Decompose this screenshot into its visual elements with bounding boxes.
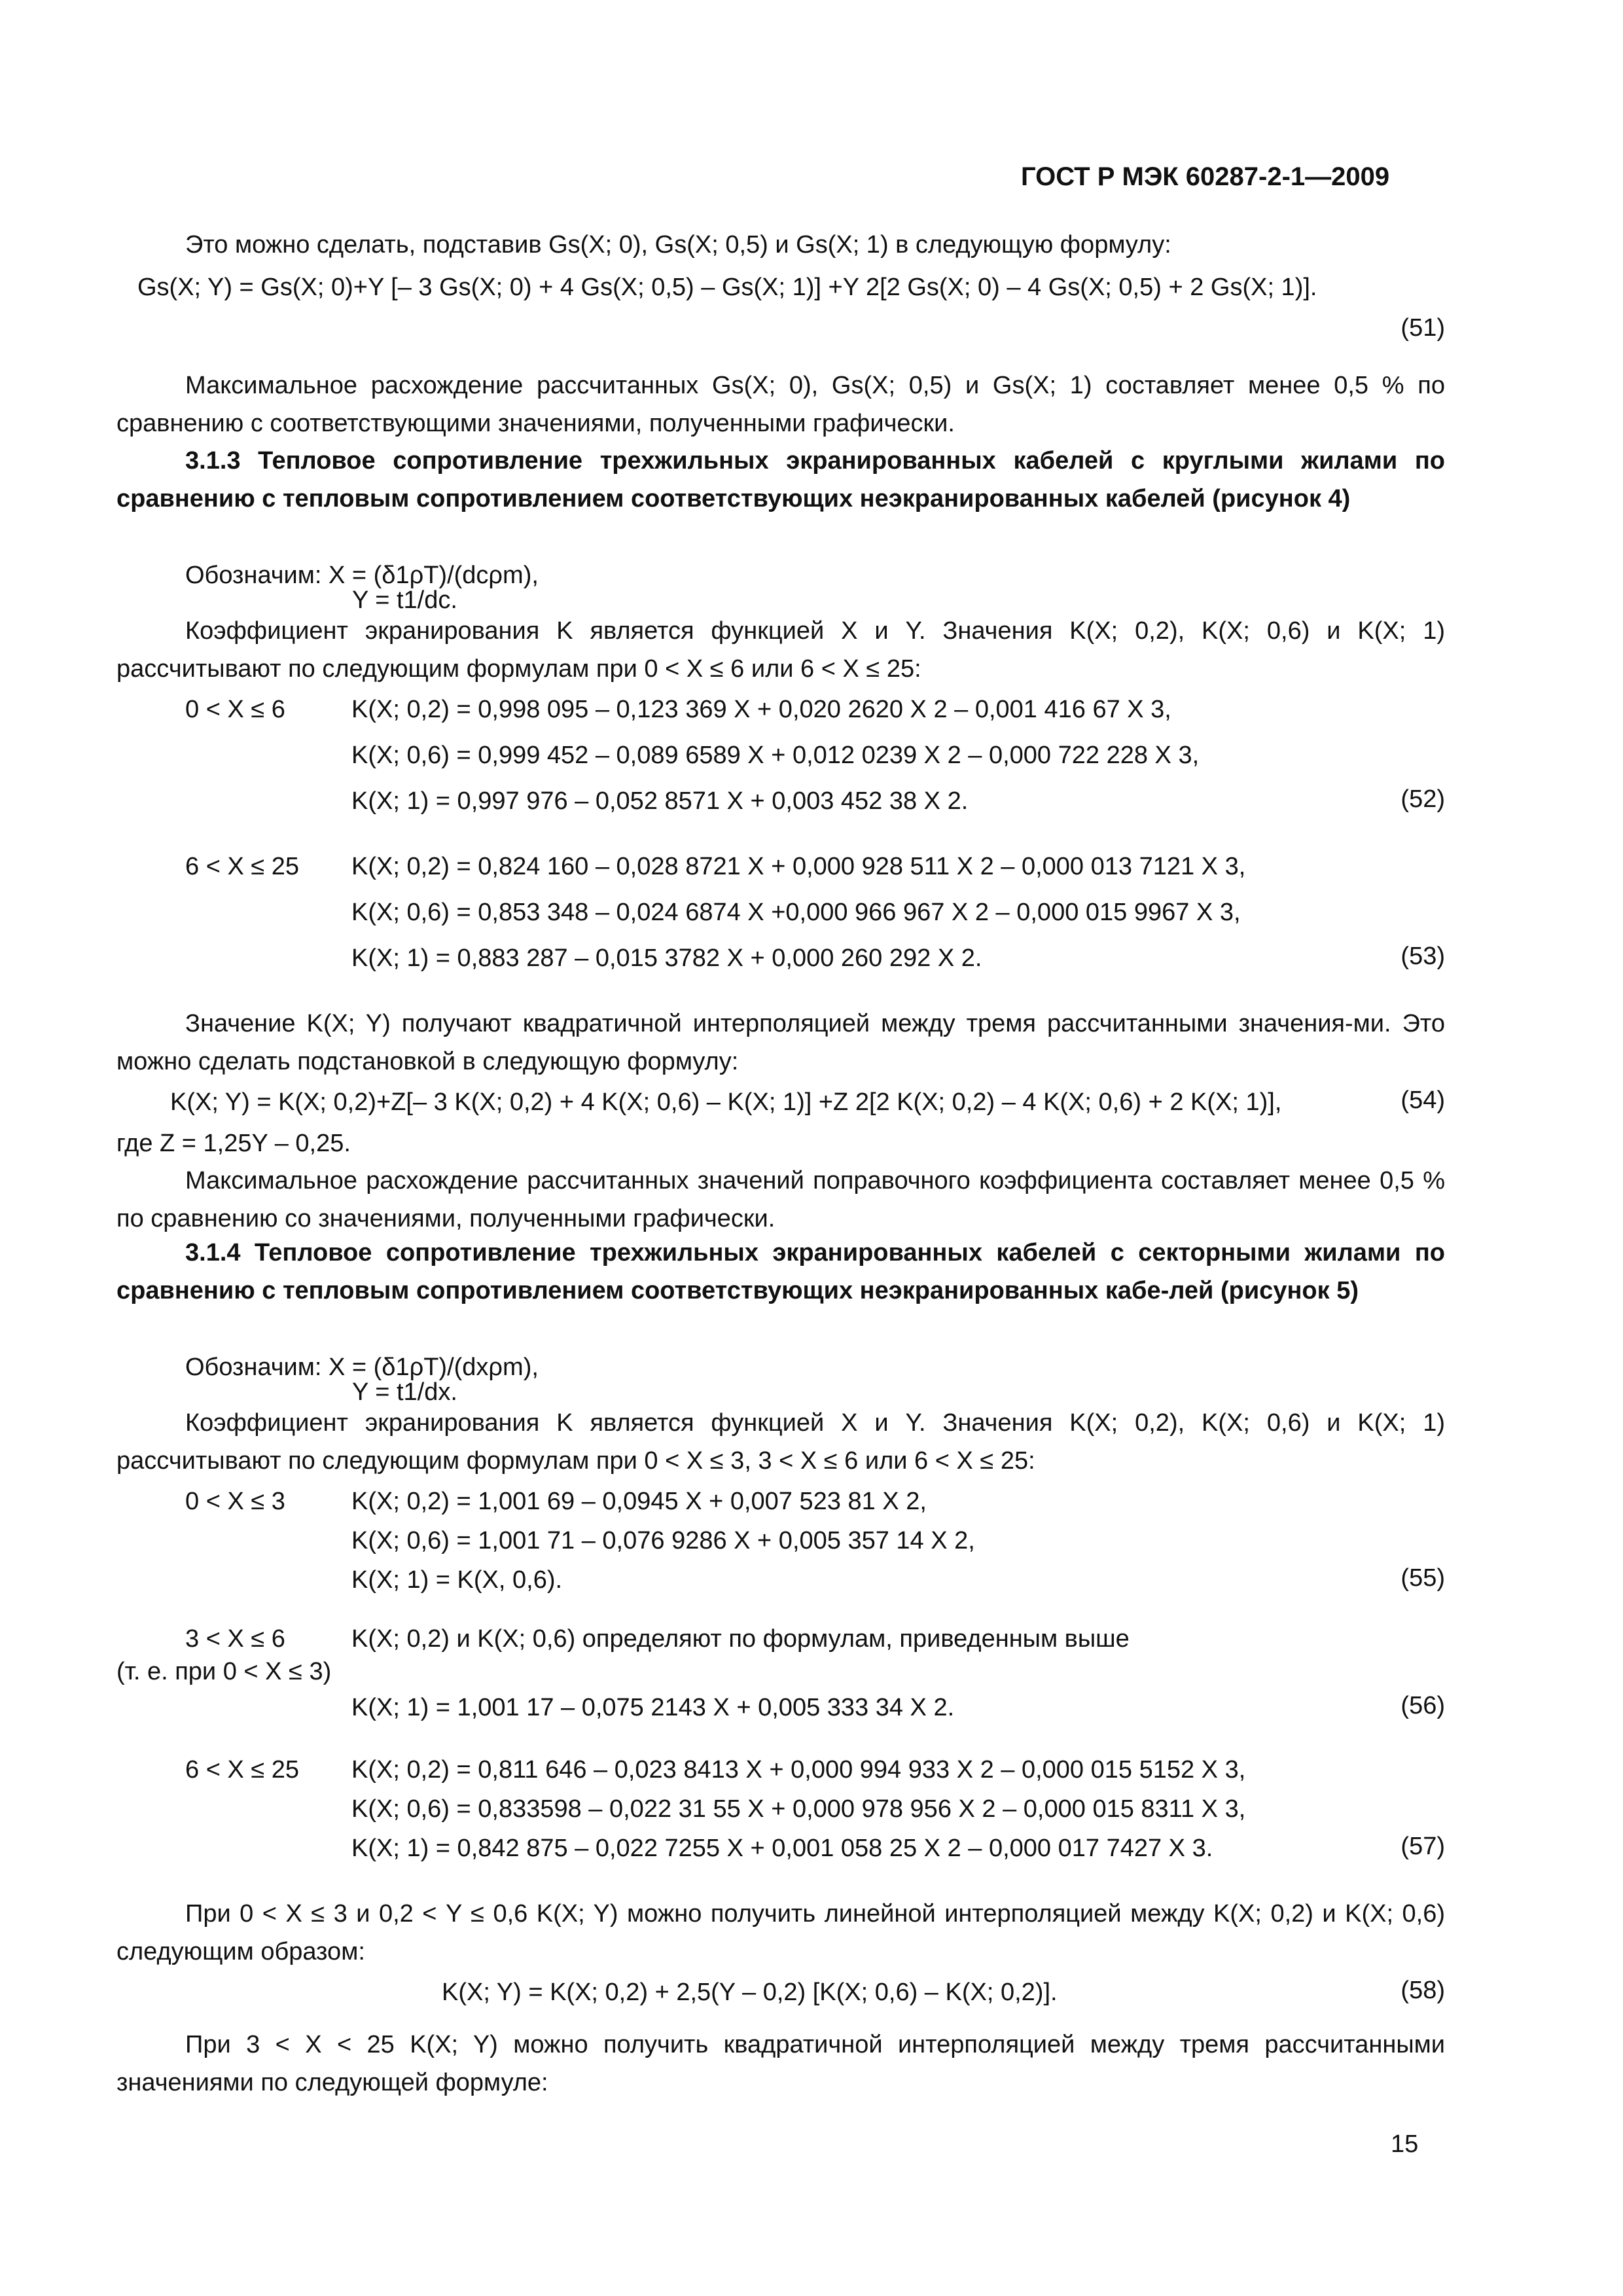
definition-x: Обозначим: X = (δ1ρT)/(dcρm), — [185, 562, 539, 589]
equation-number: (55) — [1400, 1564, 1445, 1592]
paragraph: Коэффициент экранирования K является функцией X и Y. Значения K(X; 0,2), K(X; 0,6) и K(X; 1) рассчитывают по следующим формулам при 0 < X ≤ 6 или 6 < X ≤ 25: — [116, 617, 1445, 683]
formula-line: K(X; 0,2) = 0,824 160 – 0,028 8721 X + 0,000 928 511 X 2 – 0,000 013 7121 X 3, — [351, 853, 1246, 880]
document-header: ГОСТ Р МЭК 60287-2-1—2009 — [1021, 162, 1390, 191]
range-label: 3 < X ≤ 6 — [185, 1625, 285, 1653]
formula-line: K(X; 1) = K(X, 0,6). — [351, 1566, 563, 1594]
range-label: 6 < X ≤ 25 — [185, 1756, 300, 1784]
equation-number: (52) — [1400, 785, 1445, 813]
range-note: (т. е. при 0 < X ≤ 3) — [116, 1658, 332, 1685]
section-title-3-1-4: 3.1.4 Тепловое сопротивление трехжильных экранированных кабелей с секторными жилами по сравнению с тепловым сопротивлением соответствующих неэкранированных кабе-лей (рисунок 5) — [116, 1239, 1445, 1304]
formula-line: K(X; 0,6) = 0,999 452 – 0,089 6589 X + 0,012 0239 X 2 – 0,000 722 228 X 3, — [351, 742, 1200, 769]
equation-58: K(X; Y) = K(X; 0,2) + 2,5(Y – 0,2) [K(X; 0,6) – K(X; 0,2)]. — [442, 1979, 1058, 2006]
paragraph: Максимальное расхождение рассчитанных Gs(X; 0), Gs(X; 0,5) и Gs(X; 1) составляет менее 0,5 % по сравнению с соответствующими значениями, полученными графически. — [116, 372, 1445, 437]
paragraph: Максимальное расхождение рассчитанных значений поправочного коэффициента составляет менее 0,5 % по сравнению со значениями, полученными графически. — [116, 1167, 1445, 1232]
range-label: 0 < X ≤ 3 — [185, 1488, 285, 1515]
formula-line: K(X; 1) = 0,883 287 – 0,015 3782 X + 0,000 260 292 X 2. — [351, 944, 982, 972]
formula-line: K(X; 0,2) = 0,998 095 – 0,123 369 X + 0,020 2620 X 2 – 0,001 416 67 X 3, — [351, 696, 1171, 723]
equation-54: K(X; Y) = K(X; 0,2)+Z[– 3 K(X; 0,2) + 4 K(X; 0,6) – K(X; 1)] +Z 2[2 K(X; 0,2) – 4 K(X; 0,6) + 2 K(X; 1)], — [170, 1088, 1282, 1116]
equation-number: (58) — [1400, 1977, 1445, 2004]
formula-line: K(X; 1) = 0,842 875 – 0,022 7255 X + 0,001 058 25 X 2 – 0,000 017 7427 X 3. — [351, 1835, 1213, 1862]
formula-line: K(X; 0,2) = 0,811 646 – 0,023 8413 X + 0,000 994 933 X 2 – 0,000 015 5152 X 3, — [351, 1756, 1246, 1784]
formula-line: K(X; 1) = 1,001 17 – 0,075 2143 X + 0,005 333 34 X 2. — [351, 1694, 955, 1721]
definition-y: Y = t1/dx. — [352, 1378, 457, 1406]
formula-line: K(X; 1) = 0,997 976 – 0,052 8571 X + 0,003 452 38 X 2. — [351, 787, 969, 815]
page-number: 15 — [1391, 2130, 1419, 2158]
paragraph: где Z = 1,25Y – 0,25. — [116, 1130, 351, 1157]
paragraph: Значение K(X; Y) получают квадратичной интерполяцией между тремя рассчитанными значения-ми. Это можно сделать подстановкой в следующую формулу: — [116, 1010, 1445, 1075]
section-title-3-1-3: 3.1.3 Тепловое сопротивление трехжильных экранированных кабелей с круглыми жилами по сравнению с тепловым сопротивлением соответствующих неэкранированных кабелей (рисунок 4) — [116, 447, 1445, 512]
equation-number: (51) — [1400, 314, 1445, 342]
definition-y: Y = t1/dc. — [352, 586, 457, 614]
equation-number: (53) — [1400, 942, 1445, 970]
paragraph: При 0 < X ≤ 3 и 0,2 < Y ≤ 0,6 K(X; Y) можно получить линейной интерполяцией между K(X; 0,2) и K(X; 0,6) следующим образом: — [116, 1900, 1445, 1965]
equation-number: (54) — [1400, 1086, 1445, 1114]
formula-line: K(X; 0,6) = 1,001 71 – 0,076 9286 X + 0,005 357 14 X 2, — [351, 1527, 975, 1554]
paragraph: Коэффициент экранирования K является функцией X и Y. Значения K(X; 0,2), K(X; 0,6) и K(X; 1) рассчитывают по следующим формулам при 0 < X ≤ 3, 3 < X ≤ 6 или 6 < X ≤ 25: — [116, 1409, 1445, 1475]
paragraph: При 3 < X < 25 K(X; Y) можно получить квадратичной интерполяцией между тремя рассчитанными значениями по следующей формуле: — [116, 2031, 1445, 2096]
range-label: 6 < X ≤ 25 — [185, 853, 300, 880]
equation-number: (56) — [1400, 1692, 1445, 1719]
formula-line: K(X; 0,6) = 0,853 348 – 0,024 6874 X +0,000 966 967 X 2 – 0,000 015 9967 X 3, — [351, 899, 1241, 926]
equation-number: (57) — [1400, 1833, 1445, 1860]
equation-51: Gs(X; Y) = Gs(X; 0)+Y [– 3 Gs(X; 0) + 4 Gs(X; 0,5) – Gs(X; 1)] +Y 2[2 Gs(X; 0) – 4 Gs(X; 0,5) + 2 Gs(X; 1)]. — [137, 274, 1317, 301]
range-label: 0 < X ≤ 6 — [185, 696, 285, 723]
formula-line: K(X; 0,2) и K(X; 0,6) определяют по формулам, приведенным выше — [351, 1625, 1130, 1653]
definition-x: Обозначим: X = (δ1ρT)/(dxρm), — [185, 1354, 539, 1381]
formula-line: K(X; 0,2) = 1,001 69 – 0,0945 X + 0,007 523 81 X 2, — [351, 1488, 927, 1515]
paragraph: Это можно сделать, подставив Gs(X; 0), Gs(X; 0,5) и Gs(X; 1) в следующую формулу: — [185, 231, 1171, 259]
formula-line: K(X; 0,6) = 0,833598 – 0,022 31 55 X + 0,000 978 956 X 2 – 0,000 015 8311 X 3, — [351, 1795, 1246, 1823]
